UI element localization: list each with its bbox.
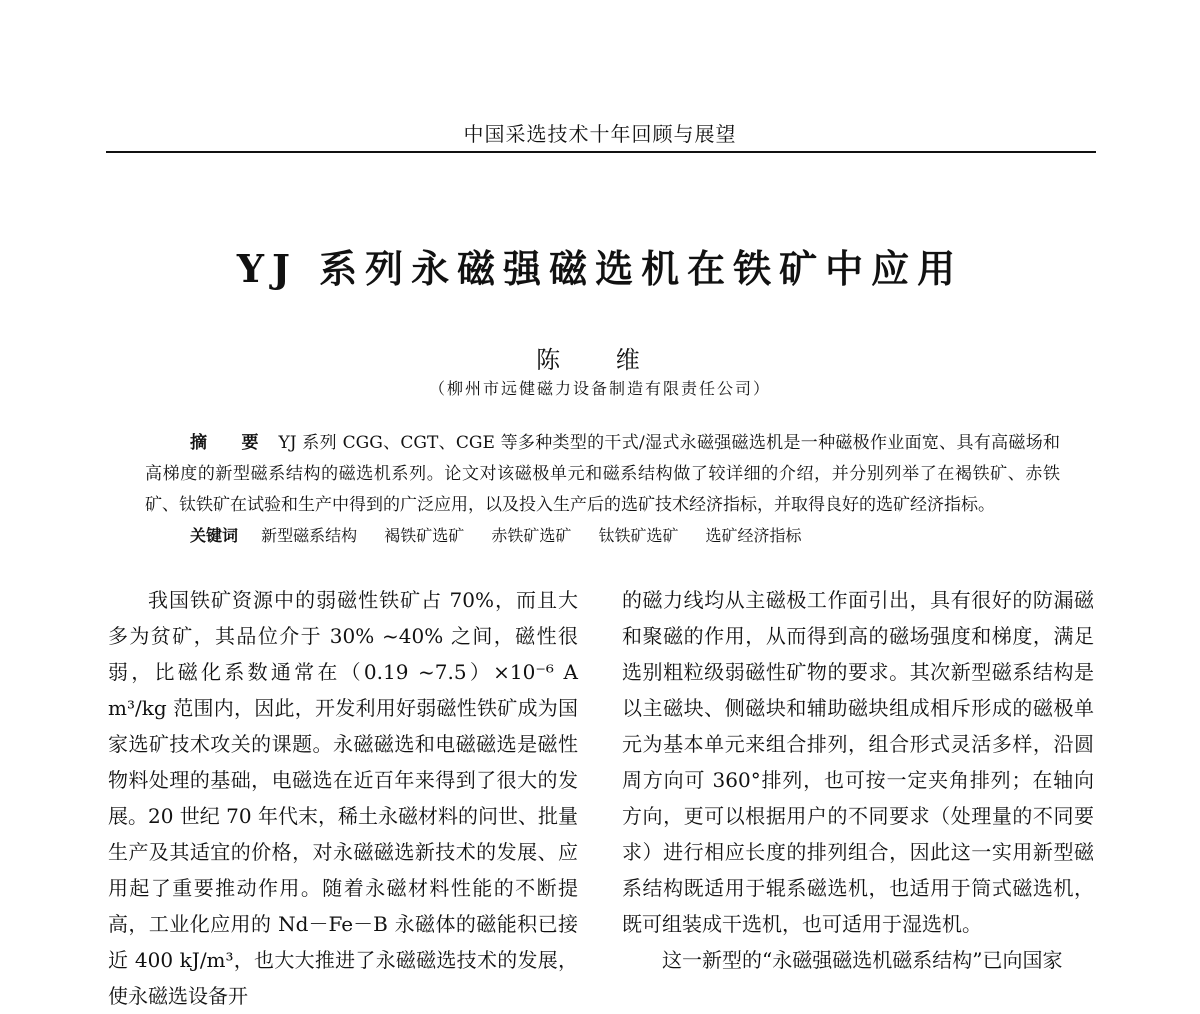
keyword-item: 钛铁矿选矿 [598,526,679,545]
keyword-item: 褐铁矿选矿 [384,526,465,545]
keywords-label: 关键词 [190,526,239,545]
running-header: 中国采选技术十年回顾与展望 [463,122,737,146]
body-right-column [622,582,1094,978]
abstract [145,428,1060,521]
keyword-item: 选矿经济指标 [705,526,802,545]
body-left-column: 我国铁矿资源中的弱磁性铁矿占 70%，而且大多为贫矿，其品位介于 30% ~40% 之间，磁性很弱，比磁化系数通常在（0.19 ~7.5）×10⁻⁶ A m³/kg 范围内，因此，开发利用好弱磁性铁矿成为国家选矿技术攻关的课题。永磁磁选和电磁磁选是磁性物料处理的基础，电磁选在近百年来得到了很大的发展。20 世纪 70 年代末，稀土永磁材料的问世、批量生产及其适宜的价格，对永磁磁选新技术的发展、应用起了重要推动作用。随着永磁材料性能的不断提高，工业化应用的 Nd－Fe－B 永磁体的磁能积已接近 400 kJ/m³，也大大推进了永磁磁选技术的发展，使永磁选设备开 [108,588,578,1008]
keyword-item: 赤铁矿选矿 [491,526,572,545]
keyword-item: 新型磁系结构 [261,526,358,545]
keywords [190,523,1060,549]
abstract-text: YJ 系列 CGG、CGT、CGE 等多种类型的干式/湿式永磁强磁选机是一种磁极作业面宽、具有高磁场和高梯度的新型磁系结构的磁选机系列。论文对该磁极单元和磁系结构做了较详细的介绍，并分别列举了在褐铁矿、赤铁矿、钛铁矿在试验和生产中得到的广泛应用，以及投入生产后的选矿技术经济指标，并取得良好的选矿经济指标。 [145,433,1060,515]
article-title: YJ 系列永磁强磁选机在铁矿中应用 [236,246,964,291]
author-affiliation: （柳州市远健磁力设备制造有限责任公司） [428,379,771,398]
header-rule [106,151,1096,153]
author-name: 陈 维 [536,346,664,374]
abstract-label: 摘 要 [190,433,273,453]
body-paragraph: 的磁力线均从主磁极工作面引出，具有很好的防漏磁和聚磁的作用，从而得到高的磁场强度和梯度，满足选别粗粒级弱磁性矿物的要求。其次新型磁系结构是以主磁块、侧磁块和辅助磁块组成相斥形成的磁极单元为基本单元来组合排列，组合形式灵活多样，沿圆周方向可 360°排列，也可按一定夹角排列；在轴向方向，更可以根据用户的不同要求（处理量的不同要求）进行相应长度的排列组合，因此这一实用新型磁系结构既适用于辊系磁选机，也适用于筒式磁选机，既可组装成干选机，也可适用于湿选机。 [622,588,1094,936]
body-paragraph: 这一新型的“永磁强磁选机磁系结构”已向国家 [662,948,1063,972]
